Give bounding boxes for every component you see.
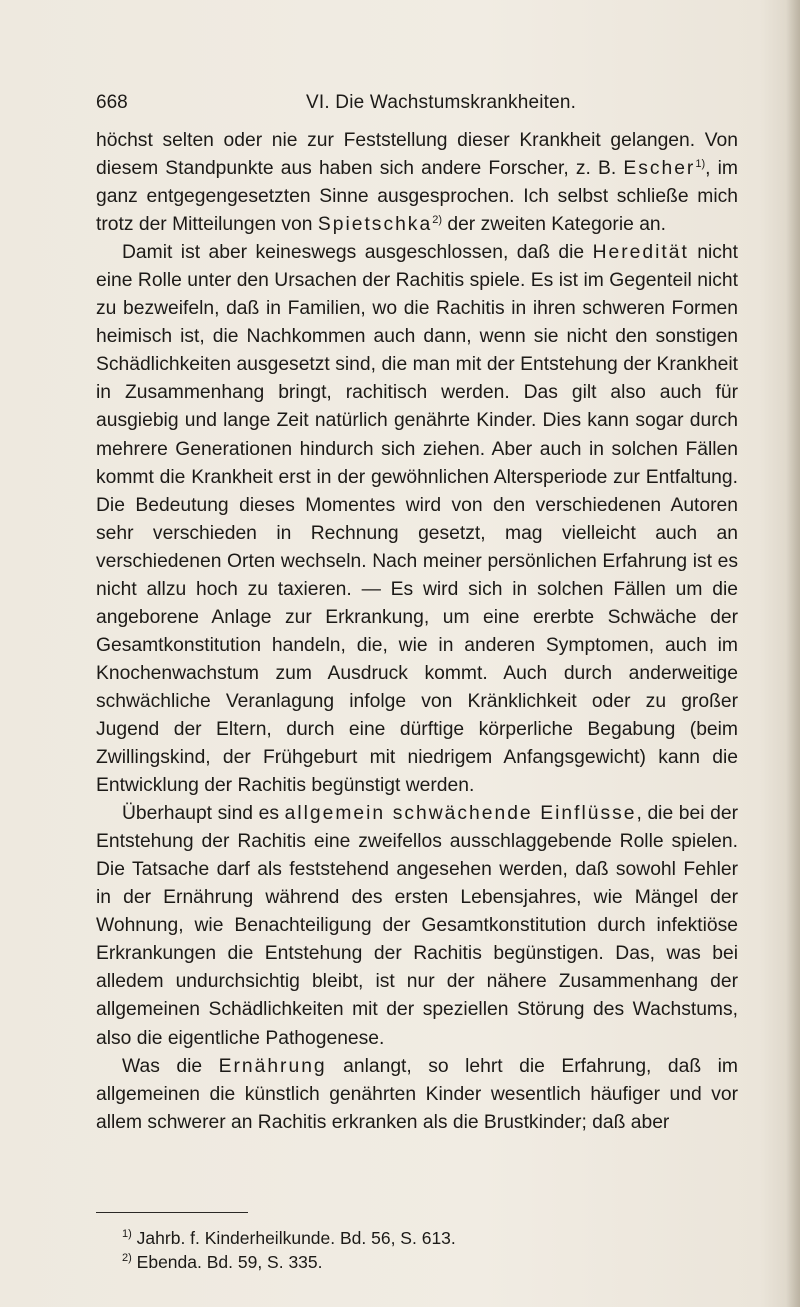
- emphasis-term: Heredität: [592, 242, 689, 264]
- footnote-ref: 2): [432, 214, 442, 227]
- footnotes: [96, 1226, 736, 1274]
- running-header: [96, 92, 736, 118]
- footnote-divider: [96, 1212, 248, 1213]
- footnote-text: Jahrb. f. Kinderheilkunde. Bd. 56, S. 613.: [136, 1228, 456, 1248]
- footnote-ref-number: 1: [695, 158, 702, 171]
- text-run: , die bei der Entstehung der Rachitis eine zweifellos ausschlaggebende Rolle spielen. Die Tatsache darf als feststehend angesehen werden, daß sowohl Fehler in der Ernährung während des ersten Lebensjahres, wie Mängel der Wohnung, wie Benachteiligung der Gesamtkonstitution durch infektiöse Erkrankungen die Entstehung der Rachitis begünstigen. Das, was bei alledem undurchsichtig bleibt, ist nur der nähere Zusammenhang der allgemeinen Schädlichkeiten mit der speziellen Störung des Wachstums, also die eigentliche Pathogenese.: [96, 803, 738, 1049]
- emphasis-term: allgemein schwächende Einflüsse: [284, 803, 637, 825]
- footnote-mark: 2): [122, 1252, 132, 1264]
- page-number: 668: [96, 92, 128, 113]
- text-run: nicht eine Rolle unter den Ursachen der Rachitis spiele. Es ist im Gegenteil nicht zu bezweifeln, daß in Familien, wo die Rachitis in ihren schweren Formen heimisch ist, die Nachkommen auch dann, wenn sie nicht den sonstigen Schädlichkeiten ausgesetzt sind, die man mit der Entstehung der Krankheit in Zusammenhang bringt, rachitisch werden. Das gilt also auch für ausgiebig und lange Zeit natürlich genährte Kinder. Dies kann sogar durch mehrere Generationen hindurch sich ziehen. Aber auch in solchen Fällen kommt die Krankheit erst in der gewöhnlichen Altersperiode zur Entfaltung. Die Bedeutung dieses Momentes wird von den verschiedenen Autoren sehr verschieden in Rechnung gesetzt, mag vielleicht auch an verschiedenen Orten wechseln. Nach meiner persönlichen Erfahrung ist es nicht allzu hoch zu taxieren. — Es wird sich in solchen Fällen um die angeborene Anlage zur Erkrankung, um eine ererbte Schwäche der Gesamtkonstitution handeln, die, wie in anderen Symptomen, auch im Knochenwachstum zum Ausdruck kommt. Auch durch anderweitige schwächliche Veranlagung infolge von Kränklichkeit oder zu großer Jugend der Eltern, durch eine dürftige körperliche Begabung (beim Zwillingskind, der Frühgeburt mit niedrigem Anfangsgewicht) kann die Entwicklung der Rachitis begünstigt werden.: [96, 242, 738, 797]
- paragraph-3: [96, 800, 738, 1052]
- running-title: VI. Die Wachstumskrankheiten.: [306, 92, 577, 113]
- footnote-1: [96, 1226, 736, 1250]
- text-run: der zweiten Kategorie an.: [441, 214, 666, 236]
- paragraph-2: [96, 239, 738, 800]
- footnote-mark: 1): [122, 1228, 132, 1240]
- page-edge-shadow: [786, 0, 800, 1307]
- author-name-escher: Escher: [623, 158, 696, 180]
- text-run: , im ganz entgegengesetzten Sinne ausgesprochen. Ich selbst schließe mich trotz der Mitteilungen von: [96, 158, 738, 236]
- text-run: höchst selten oder nie zur Feststellung dieser Krankheit gelangen. Von diesem Standpunkte aus haben sich andere Forscher, z. B.: [96, 130, 738, 180]
- text-run: anlangt, so lehrt die Erfahrung, daß im allgemeinen die künstlich genährten Kinder wesentlich häufiger und vor allem schwerer an Rachitis erkranken als die Brustkinder; daß aber: [96, 1055, 738, 1133]
- body-text: [96, 127, 738, 1137]
- footnote-2: [96, 1250, 736, 1274]
- footnote-ref: 1): [695, 158, 706, 171]
- footnote-text: Ebenda. Bd. 59, S. 335.: [136, 1252, 323, 1272]
- author-name-spietschka: Spietschka: [317, 214, 433, 236]
- paragraph-1: [96, 127, 738, 239]
- footnote-ref-number: 2: [432, 214, 439, 227]
- text-run: Überhaupt sind es: [122, 803, 285, 825]
- text-run: Was die: [122, 1055, 219, 1077]
- paragraph-4: [96, 1053, 738, 1137]
- footnote-mark-number: 1: [122, 1228, 129, 1240]
- footnote-mark-number: 2: [122, 1252, 129, 1264]
- text-run: Damit ist aber keineswegs ausgeschlossen, daß die: [122, 242, 593, 264]
- emphasis-term: Ernährung: [218, 1055, 327, 1077]
